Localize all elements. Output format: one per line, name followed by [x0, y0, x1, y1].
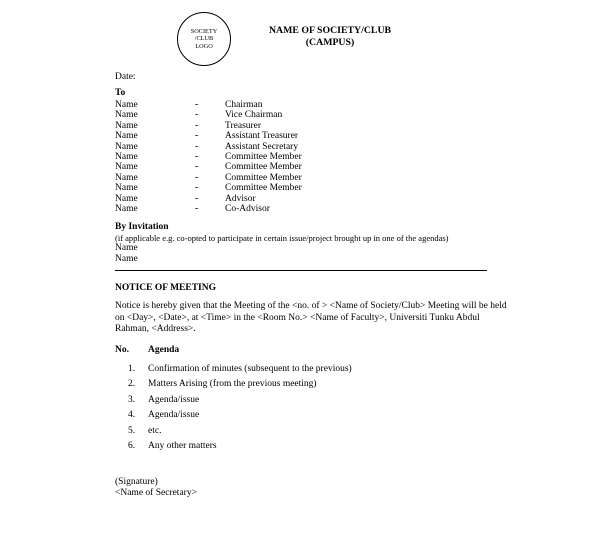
secretary-name-placeholder: <Name of Secretary> [115, 488, 197, 499]
recipient-separator: - [195, 100, 199, 110]
recipient-row [115, 100, 540, 110]
recipient-name: Name [115, 120, 138, 131]
document-header [115, 12, 540, 66]
by-invitation-note: (if applicable e.g. co-opted to participate in certain issue/project brought up in one of the agendas) [115, 233, 449, 244]
recipient-title: Committee Member [225, 183, 302, 194]
recipient-name: Name [115, 110, 138, 121]
recipient-row [115, 173, 540, 183]
agenda-item-row [128, 364, 540, 375]
invitee-name: Name [115, 243, 138, 254]
recipient-title: Assistant Secretary [225, 141, 299, 152]
section-divider [115, 270, 487, 271]
agenda-item-text: Matters Arising (from the previous meeting) [148, 379, 317, 390]
signature-block [115, 477, 540, 499]
recipient-row [115, 121, 540, 131]
recipient-name: Name [115, 193, 138, 204]
recipient-name: Name [115, 204, 138, 215]
society-name-title: NAME OF SOCIETY/CLUB [268, 25, 392, 36]
agenda-item-text: Any other matters [148, 441, 217, 452]
recipient-separator: - [195, 183, 199, 194]
recipient-separator: - [195, 120, 199, 131]
recipient-name: Name [115, 141, 138, 152]
agenda-item-row [128, 441, 540, 452]
society-logo-placeholder [177, 12, 231, 66]
recipient-row [115, 183, 540, 193]
recipient-separator: - [195, 162, 199, 173]
recipient-title: Assistant Treasurer [225, 131, 299, 142]
logo-text-line: /CLUB [194, 35, 214, 43]
agenda-item-row [128, 395, 540, 406]
agenda-table-header [115, 345, 540, 356]
to-heading: To [115, 88, 126, 98]
recipient-name: Name [115, 172, 138, 183]
recipient-separator: - [195, 204, 199, 215]
recipient-row [115, 152, 540, 162]
agenda-item-text: Confirmation of minutes (subsequent to the previous) [148, 363, 352, 374]
recipient-name: Name [115, 131, 138, 142]
agenda-no-column-header: No. [115, 344, 129, 355]
recipient-title: Treasurer [225, 120, 262, 131]
agenda-item-number: 2. [128, 379, 136, 390]
agenda-item-text: etc. [148, 425, 162, 436]
recipient-title: Committee Member [225, 162, 302, 173]
logo-text-line: SOCIETY [190, 27, 218, 35]
agenda-item-number: 3. [128, 394, 136, 405]
agenda-column-header: Agenda [148, 344, 180, 355]
recipient-title: Chairman [225, 100, 263, 110]
recipient-title: Co-Advisor [225, 204, 270, 215]
agenda-item-number: 5. [128, 425, 136, 436]
recipient-separator: - [195, 131, 199, 142]
agenda-item-row [128, 426, 540, 437]
agenda-item-number: 1. [128, 363, 136, 374]
logo-text-line: LOGO [195, 42, 213, 50]
invitee-name: Name [115, 254, 138, 265]
agenda-item-row [128, 379, 540, 390]
campus-subtitle: (CAMPUS) [305, 37, 355, 48]
agenda-item-number: 6. [128, 441, 136, 452]
agenda-item-number: 4. [128, 410, 136, 421]
recipient-name: Name [115, 162, 138, 173]
document-title-block [245, 25, 415, 49]
recipient-title: Committee Member [225, 152, 302, 163]
notice-body-paragraph: Notice is hereby given that the Meeting of the <no. of > <Name of Society/Club> Meeting will be held on <Day>, <Date>, at <Time> in the <Room No.> <Name of Faculty>, Universiti Tunku Abdul Rahman, <Address>. [115, 301, 507, 335]
notice-of-meeting-heading: NOTICE OF MEETING [115, 283, 216, 294]
agenda-item-text: Agenda/issue [148, 394, 200, 405]
recipient-row [115, 162, 540, 172]
recipient-separator: - [195, 172, 199, 183]
recipient-row [115, 131, 540, 141]
recipient-row [115, 110, 540, 120]
recipient-name: Name [115, 183, 138, 194]
date-label: Date: [115, 72, 136, 82]
recipient-name: Name [115, 152, 138, 163]
recipient-list [115, 100, 540, 214]
agenda-item-list [115, 364, 540, 453]
agenda-item-text: Agenda/issue [148, 410, 200, 421]
recipient-separator: - [195, 110, 199, 121]
by-invitation-heading: By Invitation [115, 222, 169, 233]
recipient-name: Name [115, 100, 138, 110]
recipient-separator: - [195, 152, 199, 163]
recipient-title: Advisor [225, 193, 256, 204]
recipient-row [115, 194, 540, 204]
recipient-row [115, 204, 540, 214]
signature-placeholder: (Signature) [115, 477, 158, 488]
recipient-row [115, 142, 540, 152]
recipient-separator: - [195, 141, 199, 152]
agenda-item-row [128, 410, 540, 421]
recipient-separator: - [195, 193, 199, 204]
recipient-title: Committee Member [225, 172, 302, 183]
recipient-title: Vice Chairman [225, 110, 283, 121]
